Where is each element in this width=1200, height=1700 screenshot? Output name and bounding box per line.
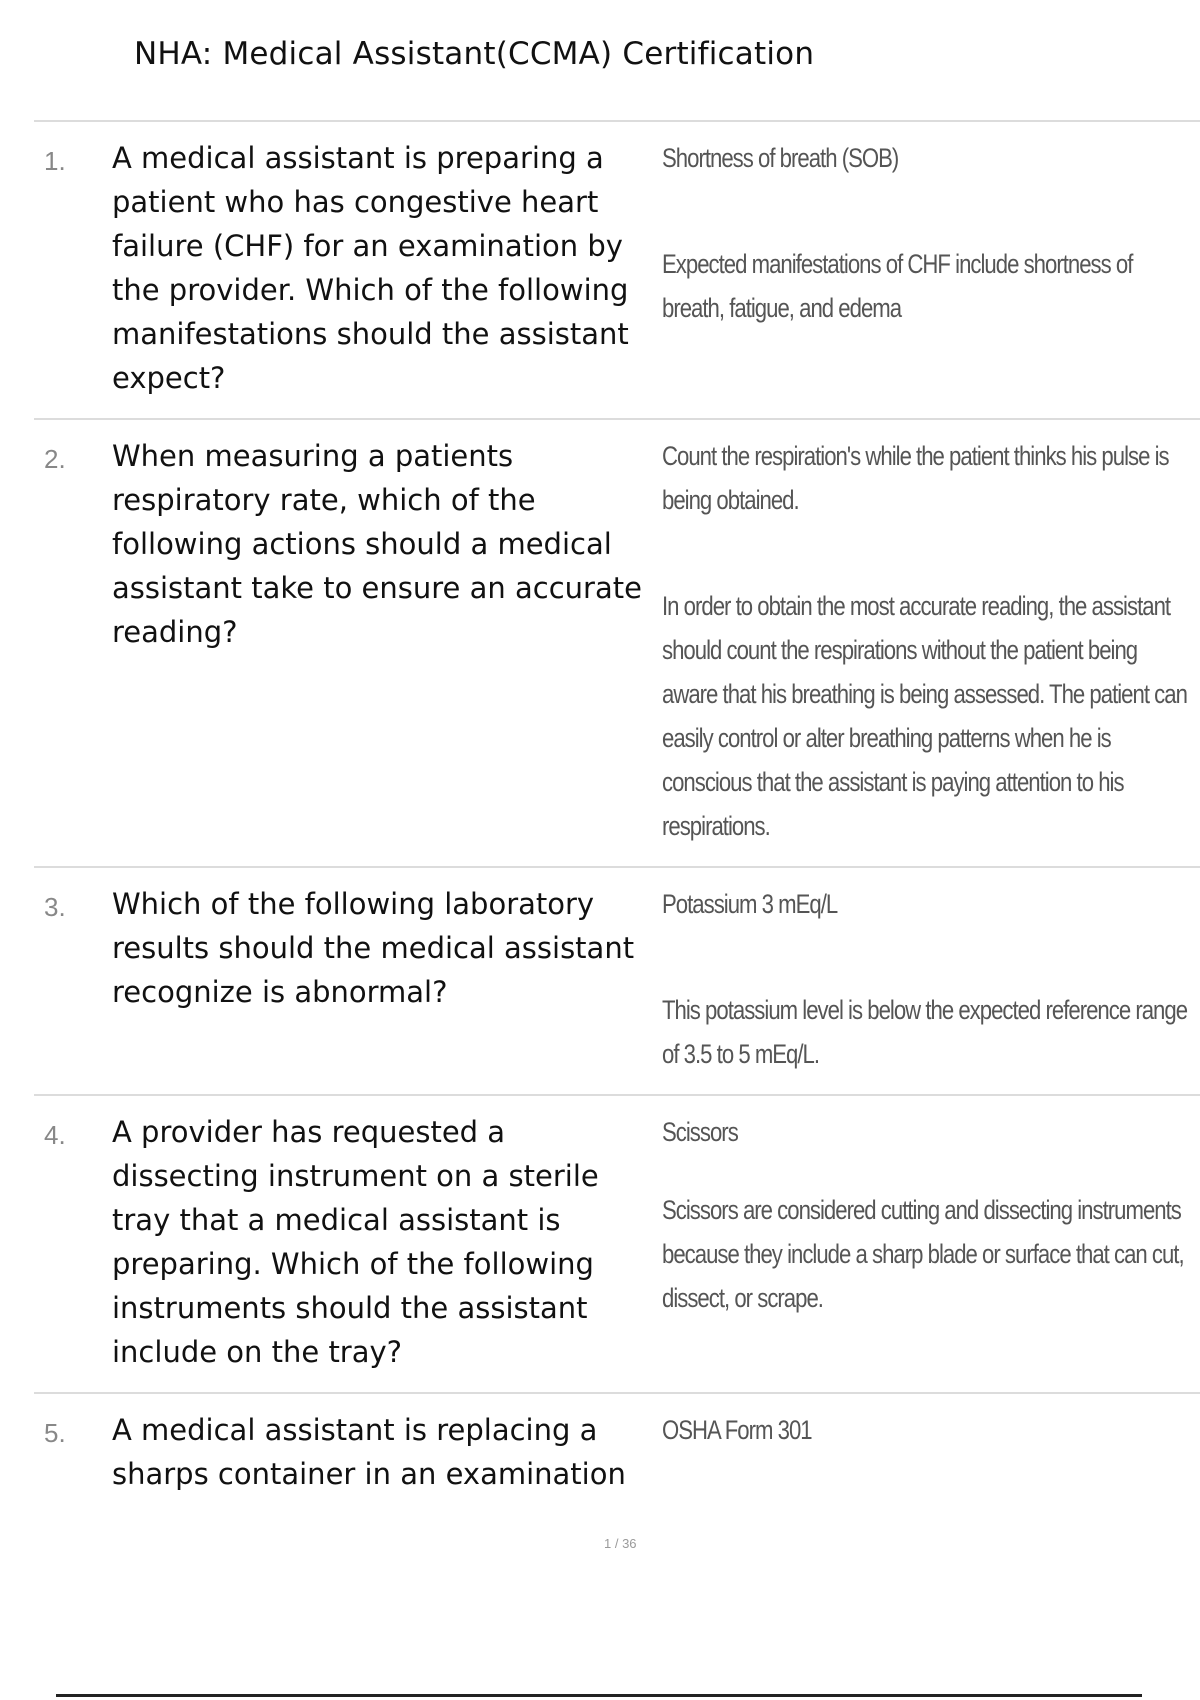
page-number: 1 / 36 — [604, 1536, 637, 1551]
qa-row-1 — [34, 122, 1200, 420]
qa-row-3 — [34, 868, 1200, 1096]
question-text: A provider has requested a dissecting instrument on a sterile tray that a medical assistant is preparing. Which of the following instruments should the assistant include on the tray? — [112, 1115, 599, 1369]
qa-row-4 — [34, 1096, 1200, 1394]
question-number: 3. — [44, 892, 66, 922]
answer-explanation: Expected manifestations of CHF include shortness of breath, fatigue, and edema — [662, 249, 1133, 323]
question-text: A medical assistant is preparing a patient who has congestive heart failure (CHF) for an examination by the provider. Which of the following manifestations should the assistant expect? — [112, 141, 629, 395]
page-title: NHA: Medical Assistant(CCMA) Certification — [134, 36, 815, 72]
answer-column — [652, 434, 1197, 848]
question-number: 4. — [44, 1120, 66, 1150]
answer-text: OSHA Form 301 — [662, 1415, 812, 1445]
bottom-divider — [56, 1694, 1142, 1697]
answer-column — [652, 136, 1197, 400]
question-number: 1. — [44, 146, 66, 176]
answer-text: Potassium 3 mEq/L — [662, 889, 838, 919]
answer-column — [652, 1408, 1197, 1496]
answer-explanation: Scissors are considered cutting and dissecting instruments because they include a sharp blade or surface that can cut, dissect, or scrape. — [662, 1195, 1184, 1313]
answer-column — [652, 1110, 1197, 1374]
qa-row-2 — [34, 420, 1200, 868]
qa-row-5 — [34, 1394, 1200, 1514]
question-number: 5. — [44, 1418, 66, 1448]
answer-explanation: This potassium level is below the expected reference range of 3.5 to 5 mEq/L. — [662, 995, 1188, 1069]
question-text: When measuring a patients respiratory rate, which of the following actions should a medical assistant take to ensure an accurate reading? — [112, 439, 642, 649]
question-text: Which of the following laboratory results should the medical assistant recognize is abnormal? — [112, 887, 635, 1009]
qa-list — [34, 120, 1200, 1514]
answer-column — [652, 882, 1197, 1076]
question-number: 2. — [44, 444, 66, 474]
answer-text: Count the respiration's while the patient thinks his pulse is being obtained. — [662, 441, 1169, 515]
answer-text: Shortness of breath (SOB) — [662, 143, 899, 173]
answer-text: Scissors — [662, 1117, 738, 1147]
question-text: A medical assistant is replacing a sharps container in an examination — [112, 1413, 626, 1491]
answer-explanation: In order to obtain the most accurate reading, the assistant should count the respirations without the patient being aware that his breathing is being assessed. The patient can easily control or alter breathing patterns when he is conscious that the assistant is paying attention to his respirations. — [662, 591, 1187, 841]
